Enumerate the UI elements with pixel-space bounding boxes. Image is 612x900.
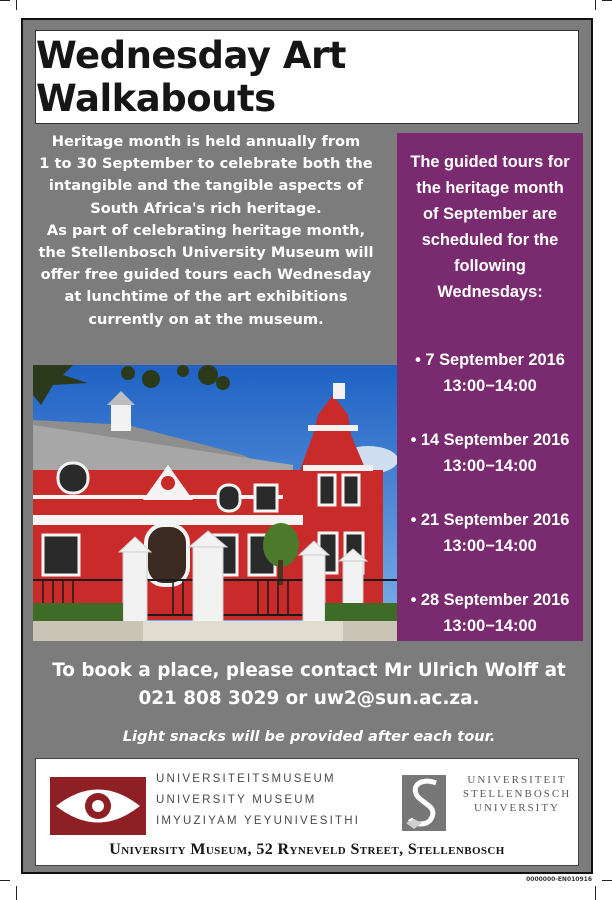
tour-time: 13:00−14:00 xyxy=(443,457,537,475)
tour-item xyxy=(397,587,583,639)
crop-mark xyxy=(0,880,10,881)
museum-name-line: UNIVERSITY MUSEUM xyxy=(156,794,317,806)
contact-line: To book a place, please contact Mr Ulrich Wolff at xyxy=(52,660,566,681)
intro-line: Heritage month is held annually from xyxy=(51,133,361,150)
schedule-lead-line: scheduled for the xyxy=(421,231,559,249)
crop-mark xyxy=(16,0,17,10)
intro-line: South Africa's rich heritage. xyxy=(90,199,322,217)
schedule-lead-line: Wednesdays: xyxy=(437,283,543,301)
intro-line: currently on at the museum. xyxy=(88,310,324,328)
snacks-note: Light snacks will be provided after each tour. xyxy=(122,728,496,745)
intro-line: at lunchtime of the art exhibitions xyxy=(64,288,348,306)
crop-mark xyxy=(0,0,10,1)
schedule-panel xyxy=(397,133,583,641)
intro-line: As part of celebrating heritage month, xyxy=(46,221,366,239)
museum-name-line: UNIVERSITEITSMUSEUM xyxy=(156,773,336,785)
intro-line: 1 to 30 September to celebrate both the xyxy=(39,155,373,173)
crop-mark xyxy=(595,0,596,10)
reference-code: 0000000-EN010916 xyxy=(526,876,592,883)
poster xyxy=(21,18,593,874)
museum-address: University Museum, 52 Ryneveld Street, Stellenbosch xyxy=(109,841,505,858)
museum-building-illustration xyxy=(33,365,397,641)
museum-name-line: IMYUZIYAM YEYUNIVESITHI xyxy=(156,815,361,827)
museum-name-block xyxy=(156,769,360,832)
tour-date: • 14 September 2016 xyxy=(410,431,570,449)
tour-date: • 7 September 2016 xyxy=(415,351,565,369)
schedule-lead-line: following xyxy=(454,257,526,275)
title-banner xyxy=(35,30,579,124)
university-museum-eye-logo-icon xyxy=(50,777,146,835)
stellenbosch-name-line: UNIVERSITEIT xyxy=(467,774,567,786)
stellenbosch-university-crest-icon xyxy=(402,775,446,831)
intro-line: offer free guided tours each Wednesday xyxy=(40,266,372,284)
footer-banner xyxy=(35,758,579,866)
stellenbosch-name-line: UNIVERSITY xyxy=(474,802,560,814)
tour-item xyxy=(397,427,583,479)
tour-time: 13:00−14:00 xyxy=(443,377,537,395)
crop-mark xyxy=(602,0,612,1)
tour-date: • 28 September 2016 xyxy=(410,591,570,609)
crop-mark xyxy=(595,886,596,900)
tour-item xyxy=(397,347,583,399)
intro-text xyxy=(31,131,381,331)
schedule-lead-line: The guided tours for xyxy=(410,153,570,171)
booking-contact xyxy=(23,657,595,713)
contact-line: 021 808 3029 or uw2@sun.ac.za. xyxy=(138,688,480,709)
stellenbosch-name-block xyxy=(442,773,592,815)
poster-title: Wednesday Art Walkabouts xyxy=(36,34,346,120)
tour-time: 13:00−14:00 xyxy=(443,537,537,555)
stellenbosch-name-line: STELLENBOSCH xyxy=(462,788,572,800)
schedule-lead-line: of September are xyxy=(423,205,557,223)
tour-item xyxy=(397,507,583,559)
crop-mark xyxy=(602,880,612,881)
tour-date: • 21 September 2016 xyxy=(410,511,570,529)
crop-mark xyxy=(16,886,17,900)
museum-building-photo xyxy=(33,365,397,641)
intro-line: intangible and the tangible aspects of xyxy=(48,177,364,195)
schedule-lead xyxy=(407,149,573,305)
schedule-lead-line: the heritage month xyxy=(416,179,564,197)
tour-time: 13:00−14:00 xyxy=(443,617,537,635)
intro-line: the Stellenbosch University Museum will xyxy=(38,244,374,262)
